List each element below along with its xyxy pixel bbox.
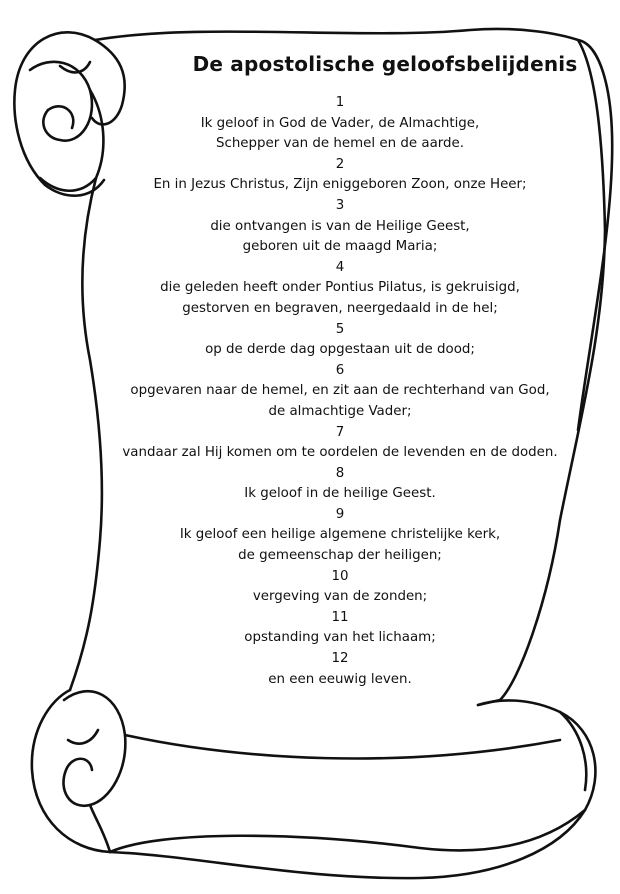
creed-article-5 <box>80 320 600 361</box>
creed-article-6 <box>80 361 600 423</box>
bottom-roll <box>32 690 596 878</box>
article-number: 2 <box>335 156 345 172</box>
article-line: de almachtige Vader; <box>268 403 412 419</box>
creed-article-3 <box>80 196 600 258</box>
article-line: en een eeuwig leven. <box>268 671 412 687</box>
article-line: vergeving van de zonden; <box>252 589 428 605</box>
creed-article-2 <box>80 155 600 196</box>
article-number: 8 <box>335 465 345 481</box>
article-line: Ik geloof in God de Vader, de Almachtige, <box>200 115 480 131</box>
article-line: gestorven en begraven, neergedaald in de hel; <box>182 300 498 316</box>
creed-article-1 <box>80 93 600 155</box>
article-line: geboren uit de maagd Maria; <box>242 239 438 255</box>
article-line: opgevaren naar de hemel, en zit aan de rechterhand van God, <box>130 383 550 399</box>
article-line: die geleden heeft onder Pontius Pilatus, is gekruisigd, <box>160 280 520 296</box>
article-line: die ontvangen is van de Heilige Geest, <box>210 218 470 234</box>
article-line: Ik geloof een heilige algemene christelijke kerk, <box>179 527 501 543</box>
article-number: 6 <box>335 362 345 378</box>
article-number: 10 <box>331 568 349 584</box>
creed-text-block <box>80 93 600 690</box>
article-line: de gemeenschap der heiligen; <box>238 548 442 564</box>
creed-article-8 <box>80 464 600 505</box>
creed-article-7 <box>80 423 600 464</box>
article-number: 3 <box>335 197 345 213</box>
creed-article-11 <box>80 608 600 649</box>
article-number: 11 <box>331 609 349 625</box>
article-number: 12 <box>331 651 349 667</box>
article-line: Schepper van de hemel en de aarde. <box>215 136 465 152</box>
article-line: En in Jezus Christus, Zijn eniggeboren Zoon, onze Heer; <box>153 177 527 193</box>
article-line: opstanding van het lichaam; <box>244 630 436 646</box>
article-number: 9 <box>335 506 345 522</box>
creed-article-12 <box>80 649 600 690</box>
article-line: vandaar zal Hij komen om te oordelen de levenden en de doden. <box>122 445 558 461</box>
article-number: 4 <box>335 259 345 275</box>
article-line: op de derde dag opgestaan uit de dood; <box>205 342 475 358</box>
page-title: De apostolische geloofsbelijdenis <box>192 52 578 76</box>
creed-article-10 <box>80 567 600 608</box>
creed-article-4 <box>80 258 600 320</box>
article-number: 1 <box>335 95 345 110</box>
article-line: Ik geloof in de heilige Geest. <box>244 486 436 502</box>
article-number: 7 <box>335 424 345 440</box>
article-number: 5 <box>335 321 345 337</box>
creed-article-9 <box>80 505 600 567</box>
